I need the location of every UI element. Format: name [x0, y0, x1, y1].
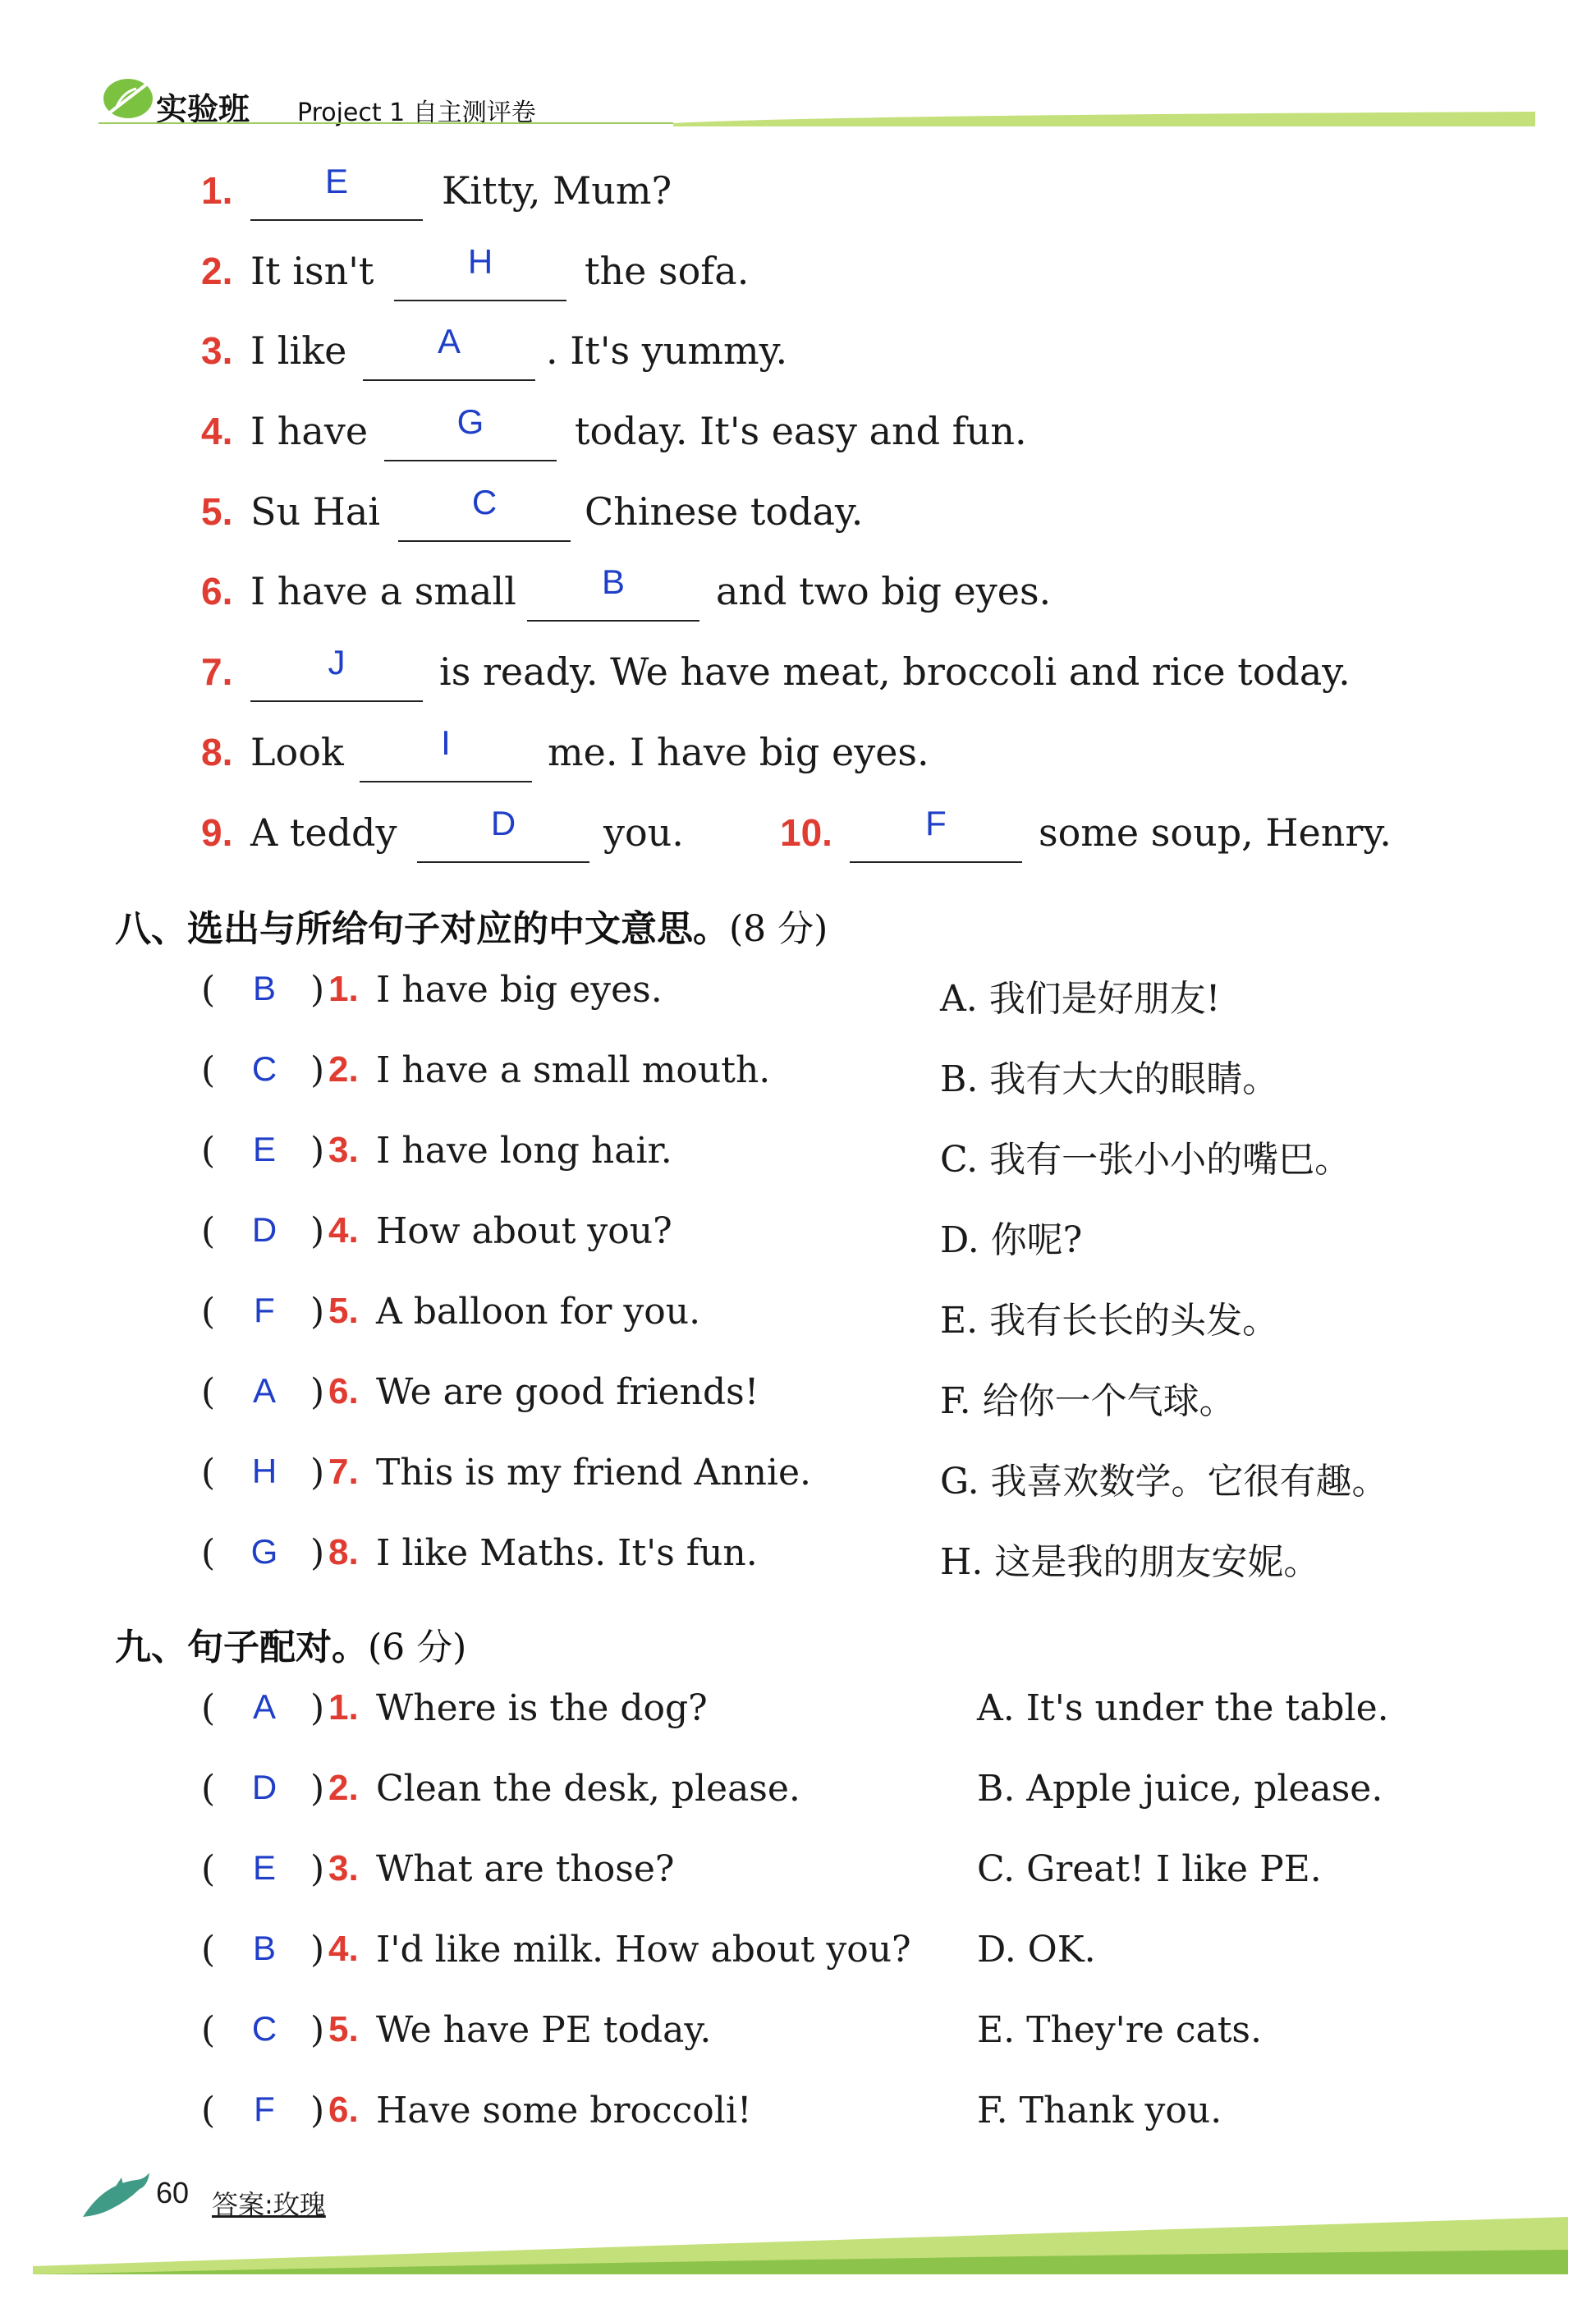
- answer-letter: A: [437, 322, 461, 360]
- paren-close: ): [310, 1452, 325, 1494]
- paren-open: (: [201, 1687, 216, 1729]
- answer-letter: I: [441, 723, 451, 762]
- sentence-after-blank: and two big eyes.: [716, 569, 1052, 613]
- paren-open: (: [201, 969, 216, 1011]
- answer-note: 答案:玫瑰: [212, 2189, 326, 2220]
- sentence-before-blank: I like: [250, 328, 347, 373]
- answer-blank[interactable]: [394, 300, 566, 301]
- sentence-before-blank: A teddy: [250, 810, 397, 855]
- answer-letter: C: [471, 483, 498, 521]
- item-sentence: This is my friend Annie.: [376, 1452, 811, 1494]
- answer-blank[interactable]: [250, 219, 423, 221]
- question-number: 8.: [201, 731, 233, 773]
- option-item: G. 我喜欢数学。它很有趣。: [940, 1461, 1388, 1503]
- option-item: F. 给你一个气球。: [940, 1380, 1236, 1422]
- option-item: B. 我有大大的眼睛。: [940, 1058, 1279, 1100]
- brand-title: 实验班: [156, 91, 250, 127]
- sentence-after-blank: Kitty, Mum?: [442, 168, 672, 213]
- answer-letter: D: [251, 1768, 277, 1806]
- sentence-before-blank: I have: [250, 409, 369, 453]
- question-number: 5.: [328, 1291, 359, 1331]
- paren-close: ): [310, 1130, 325, 1172]
- item-sentence: We have PE today.: [376, 2009, 712, 2051]
- paren-open: (: [201, 2090, 216, 2132]
- answer-letter: C: [251, 1049, 277, 1088]
- question-number: 5.: [201, 490, 233, 533]
- section-9-title: [115, 1618, 466, 1670]
- question-number: 8.: [328, 1532, 359, 1572]
- option-item: D. 你呢?: [940, 1219, 1083, 1261]
- paren-open: (: [201, 2009, 216, 2051]
- option-item: A. It's under the table.: [977, 1687, 1389, 1729]
- answer-letter: A: [252, 1687, 276, 1726]
- paren-close: ): [310, 1929, 325, 1971]
- answer-letter: D: [251, 1210, 277, 1249]
- answer-blank[interactable]: [384, 460, 557, 461]
- question-number: 1.: [201, 169, 233, 212]
- paren-open: (: [201, 1049, 216, 1091]
- section-9-score: (6 分): [368, 1627, 467, 1668]
- answer-blank[interactable]: [360, 781, 532, 782]
- paren-close: ): [310, 1687, 325, 1729]
- paren-open: (: [201, 1848, 216, 1890]
- item-sentence: I have big eyes.: [376, 969, 663, 1011]
- sentence-after-blank: some soup, Henry.: [1039, 810, 1392, 855]
- question-number: 6.: [201, 570, 233, 613]
- page-number: 60: [156, 2176, 190, 2210]
- paren-open: (: [201, 1929, 216, 1971]
- paren-open: (: [201, 1452, 216, 1494]
- answer-blank[interactable]: [398, 540, 571, 542]
- question-number: 4.: [328, 1929, 359, 1969]
- answer-letter: B: [252, 969, 276, 1007]
- sentence-after-blank: today. It's easy and fun.: [575, 409, 1027, 453]
- answer-letter: H: [467, 242, 493, 281]
- answer-letter: B: [252, 1929, 276, 1967]
- item-sentence: I'd like milk. How about you?: [376, 1929, 911, 1971]
- paren-close: ): [310, 1848, 325, 1890]
- answer-letter: C: [251, 2009, 277, 2048]
- option-item: D. OK.: [977, 1929, 1096, 1971]
- answer-letter: F: [254, 1291, 275, 1329]
- paren-close: ): [310, 2090, 325, 2132]
- option-item: F. Thank you.: [977, 2090, 1222, 2132]
- question-number: 10.: [780, 811, 832, 854]
- answer-letter: E: [252, 1130, 276, 1168]
- header-divider: [99, 112, 1535, 126]
- section-9-heading: 九、句子配对。: [115, 1627, 368, 1668]
- paren-close: ): [310, 1291, 325, 1333]
- project-title: Project 1 自主测评卷: [297, 99, 536, 127]
- question-number: 7.: [201, 650, 233, 693]
- sentence-after-blank: you.: [603, 810, 684, 855]
- question-number: 3.: [328, 1130, 359, 1170]
- footer-decoration: [33, 2217, 1568, 2274]
- question-number: 3.: [328, 1848, 359, 1888]
- option-item: C. Great! I like PE.: [977, 1848, 1322, 1890]
- sentence-before-blank: I have a small: [250, 569, 516, 613]
- answer-letter: G: [250, 1532, 278, 1571]
- answer-letter: H: [251, 1452, 277, 1490]
- item-sentence: We are good friends!: [376, 1371, 759, 1413]
- paren-close: ): [310, 2009, 325, 2051]
- paren-close: ): [310, 1371, 325, 1413]
- answer-blank[interactable]: [527, 620, 699, 622]
- paren-close: ): [310, 1210, 325, 1252]
- question-number: 9.: [201, 811, 233, 854]
- question-number: 1.: [328, 969, 359, 1009]
- sentence-after-blank: me. I have big eyes.: [548, 730, 929, 774]
- paren-open: (: [201, 1291, 216, 1333]
- sentence-before-blank: Su Hai: [250, 489, 381, 534]
- sentence-before-blank: It isn't: [250, 249, 374, 293]
- item-sentence: Clean the desk, please.: [376, 1768, 800, 1810]
- sentence-before-blank: Look: [250, 730, 344, 774]
- paren-open: (: [201, 1532, 216, 1574]
- answer-letter: F: [254, 2090, 275, 2128]
- question-number: 2.: [201, 250, 233, 292]
- question-number: 5.: [328, 2009, 359, 2049]
- paren-open: (: [201, 1371, 216, 1413]
- answer-letter: D: [490, 804, 516, 842]
- sentence-after-blank: is ready. We have meat, broccoli and rice today.: [439, 649, 1351, 694]
- paren-close: ): [310, 969, 325, 1011]
- item-sentence: I have long hair.: [376, 1130, 672, 1172]
- answer-blank[interactable]: [850, 861, 1022, 863]
- item-sentence: A balloon for you.: [376, 1291, 701, 1333]
- option-item: A. 我们是好朋友!: [940, 978, 1221, 1020]
- paren-close: ): [310, 1532, 325, 1574]
- sentence-after-blank: the sofa.: [585, 249, 750, 293]
- answer-letter: B: [601, 562, 625, 601]
- question-number: 4.: [201, 410, 233, 452]
- sentence-after-blank: Chinese today.: [585, 489, 864, 534]
- paren-open: (: [201, 1768, 216, 1810]
- section-8-score: (8 分): [729, 908, 828, 950]
- question-number: 3.: [201, 329, 233, 372]
- question-number: 2.: [328, 1768, 359, 1808]
- answer-letter: J: [328, 643, 346, 681]
- answer-letter: G: [456, 402, 484, 441]
- question-number: 2.: [328, 1049, 359, 1090]
- item-sentence: Have some broccoli!: [376, 2090, 752, 2132]
- question-number: 1.: [328, 1687, 359, 1728]
- option-item: C. 我有一张小小的嘴巴。: [940, 1139, 1351, 1181]
- question-number: 7.: [328, 1452, 359, 1492]
- answer-letter: E: [324, 162, 348, 200]
- option-item: E. They're cats.: [977, 2009, 1262, 2051]
- option-item: H. 这是我的朋友安妮。: [940, 1541, 1320, 1583]
- question-number: 6.: [328, 1371, 359, 1411]
- paren-close: ): [310, 1768, 325, 1810]
- item-sentence: I like Maths. It's fun.: [376, 1532, 758, 1574]
- item-sentence: How about you?: [376, 1210, 672, 1252]
- answer-letter: A: [252, 1371, 276, 1410]
- option-item: E. 我有长长的头发。: [940, 1300, 1279, 1342]
- answer-blank[interactable]: [363, 379, 535, 381]
- section-8-title: [115, 899, 828, 952]
- paren-close: ): [310, 1049, 325, 1091]
- question-number: 4.: [328, 1210, 359, 1250]
- answer-blank[interactable]: [417, 861, 589, 863]
- item-sentence: I have a small mouth.: [376, 1049, 771, 1091]
- section-8-heading: 八、选出与所给句子对应的中文意思。: [115, 908, 729, 950]
- paren-open: (: [201, 1130, 216, 1172]
- answer-blank[interactable]: [250, 700, 423, 702]
- paren-open: (: [201, 1210, 216, 1252]
- option-item: B. Apple juice, please.: [977, 1768, 1383, 1810]
- item-sentence: What are those?: [376, 1848, 675, 1890]
- answer-letter: E: [252, 1848, 276, 1887]
- sentence-after-blank: . It's yummy.: [546, 328, 788, 373]
- answer-letter: F: [925, 804, 947, 842]
- question-number: 6.: [328, 2090, 359, 2130]
- item-sentence: Where is the dog?: [376, 1687, 708, 1729]
